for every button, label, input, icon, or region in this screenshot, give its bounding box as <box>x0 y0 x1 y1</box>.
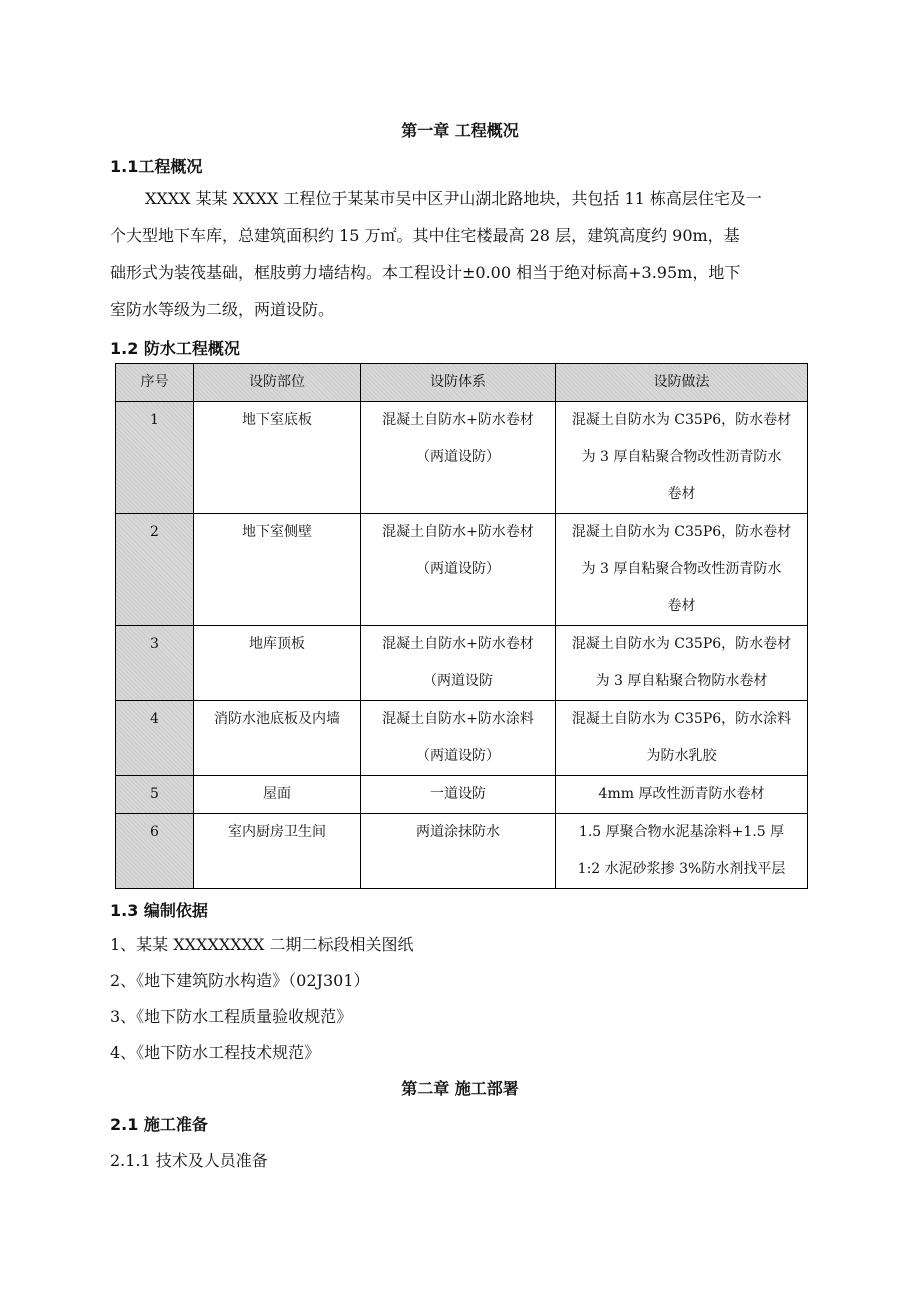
row-method: 1.5 厚聚合物水泥基涂料+1.5 厚 1:2 水泥砂浆掺 3%防水剂找平层 <box>556 814 808 889</box>
paragraph-line: 个大型地下车库，总建筑面积约 15 万㎡。其中住宅楼最高 28 层，建筑高度约 90m，基 <box>110 226 740 245</box>
row-no: 4 <box>116 701 194 776</box>
row-method: 混凝土自防水为 C35P6，防水卷材 为 3 厚自粘聚合物改性沥青防水 卷材 <box>556 402 808 514</box>
header-part: 设防部位 <box>194 364 361 402</box>
row-system: 混凝土自防水+防水卷材 （两道设防） <box>361 402 556 514</box>
header-method: 设防做法 <box>556 364 808 402</box>
paragraph-line: 室防水等级为二级，两道设防。 <box>110 300 335 319</box>
row-system: 混凝土自防水+防水卷材 （两道设防 <box>361 626 556 701</box>
paragraph-line: XXXX 某某 XXXX 工程位于某某市吴中区尹山湖北路地块，共包括 11 栋高层住宅及一 <box>145 189 762 208</box>
row-part: 消防水池底板及内墙 <box>194 701 361 776</box>
row-part: 室内厨房卫生间 <box>194 814 361 889</box>
row-method: 混凝土自防水为 C35P6，防水卷材 为 3 厚自粘聚合物防水卷材 <box>556 626 808 701</box>
row-method: 混凝土自防水为 C35P6，防水卷材 为 3 厚自粘聚合物改性沥青防水 卷材 <box>556 514 808 626</box>
chapter-2-title: 第二章 施工部署 <box>401 1079 519 1098</box>
header-no: 序号 <box>116 364 194 402</box>
row-system: 混凝土自防水+防水卷材 （两道设防） <box>361 514 556 626</box>
header-system: 设防体系 <box>361 364 556 402</box>
table-row <box>116 402 808 514</box>
row-method: 混凝土自防水为 C35P6，防水涂料 为防水乳胶 <box>556 701 808 776</box>
subsection-2-1-1: 2.1.1 技术及人员准备 <box>110 1151 268 1170</box>
table-row <box>116 626 808 701</box>
paragraph-line: 础形式为装筏基础，框肢剪力墙结构。本工程设计±0.00 相当于绝对标高+3.95m，地下 <box>110 263 741 282</box>
row-no: 5 <box>116 776 194 814</box>
row-part: 地库顶板 <box>194 626 361 701</box>
table-row <box>116 776 808 814</box>
table-row <box>116 814 808 889</box>
table-header-row <box>116 364 808 402</box>
row-system: 两道涂抹防水 <box>361 814 556 889</box>
section-1-3-heading: 1.3 编制依据 <box>110 901 208 920</box>
section-1-1-paragraph <box>110 180 812 328</box>
chapter-1-title: 第一章 工程概况 <box>401 121 519 140</box>
row-system: 一道设防 <box>361 776 556 814</box>
row-system: 混凝土自防水+防水涂料 （两道设防） <box>361 701 556 776</box>
basis-item: 1、某某 XXXXXXXX 二期二标段相关图纸 <box>110 935 414 954</box>
section-1-2-heading: 1.2 防水工程概况 <box>110 339 240 358</box>
section-1-1-heading: 1.1工程概况 <box>110 157 203 176</box>
basis-item: 3、《地下防水工程质量验收规范》 <box>110 1007 353 1026</box>
row-no: 3 <box>116 626 194 701</box>
basis-item: 2、《地下建筑防水构造》（02J301） <box>110 971 370 990</box>
row-no: 2 <box>116 514 194 626</box>
row-method: 4mm 厚改性沥青防水卷材 <box>556 776 808 814</box>
section-2-1-heading: 2.1 施工准备 <box>110 1115 208 1134</box>
row-no: 1 <box>116 402 194 514</box>
waterproofing-table <box>115 363 808 889</box>
row-part: 屋面 <box>194 776 361 814</box>
row-no: 6 <box>116 814 194 889</box>
table-row <box>116 701 808 776</box>
basis-item: 4、《地下防水工程技术规范》 <box>110 1043 321 1062</box>
table-row <box>116 514 808 626</box>
row-part: 地下室侧壁 <box>194 514 361 626</box>
row-part: 地下室底板 <box>194 402 361 514</box>
